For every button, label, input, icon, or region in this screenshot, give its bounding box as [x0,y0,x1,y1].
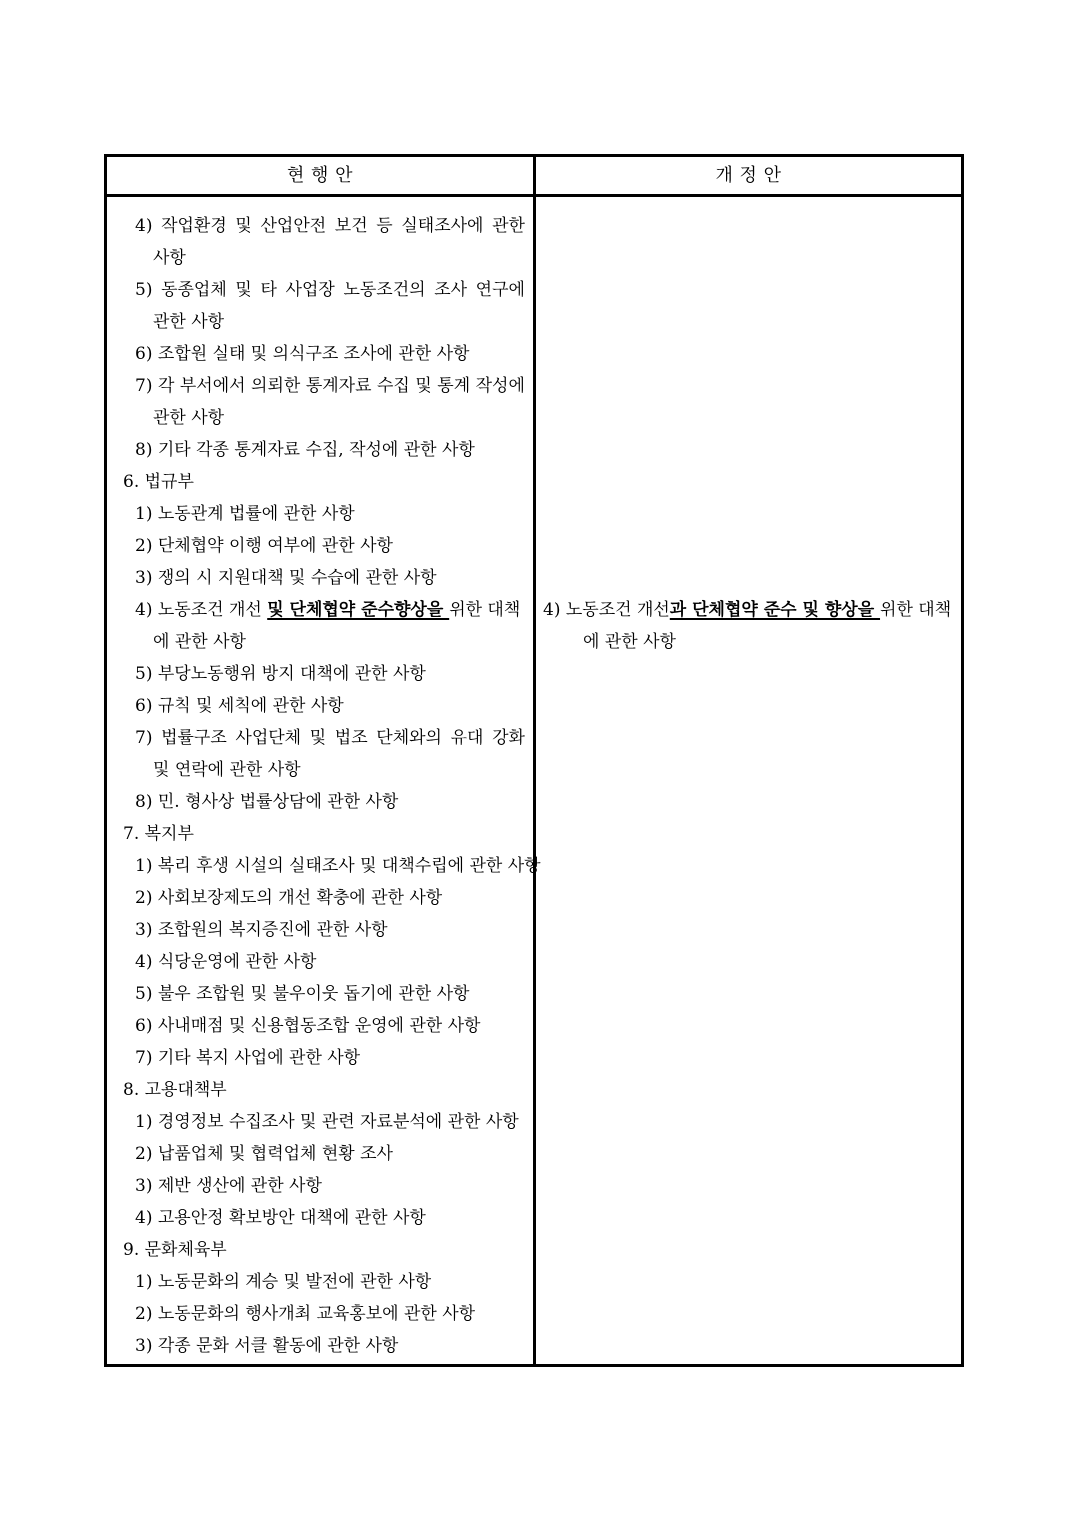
column-divider [533,157,536,1364]
word: 수집 [377,376,410,396]
word: 및 [415,376,432,396]
word: 법률구조 [161,728,227,748]
table-line [123,370,525,402]
line-segment: 위한 대책 [449,600,521,620]
word: 조사 [434,280,468,300]
word: 보건 [334,216,368,236]
table-line [123,594,525,626]
table-line: 5) 부당노동행위 방지 대책에 관한 사항 [135,664,426,684]
word: 4) [135,216,153,236]
table-line [123,274,525,306]
word: 및 [309,728,327,748]
word: 노동조건의 [343,280,426,300]
table-line: 관한 사항 [153,312,225,332]
word: 법조 [334,728,368,748]
table-line: 8) 기타 각종 통계자료 수집, 작성에 관한 사항 [135,440,475,460]
table-line: 1) 경영정보 수집조사 및 관련 자료분석에 관한 사항 [135,1112,519,1132]
table-line: 4) 고용안정 확보방안 대책에 관한 사항 [135,1208,426,1228]
line-segment: 4) 노동조건 개선 [543,600,670,620]
word: 강화 [492,728,525,748]
word: 사업장 [285,280,335,300]
table-line: 사항 [153,248,186,268]
word: 사업단체 [235,728,302,748]
table-line [123,210,525,242]
table-line: 2) 단체협약 이행 여부에 관한 사항 [135,536,393,556]
word: 각 [157,376,175,396]
current-column [123,210,541,1362]
table-line: 2) 노동문화의 행사개최 교육홍보에 관한 사항 [135,1304,476,1324]
table-line: 1) 노동문화의 계승 및 발전에 관한 사항 [135,1272,432,1292]
word: 실태조사에 [401,216,484,236]
amendment-table [104,154,964,1367]
line-segment: 4) 노동조건 개선 [135,600,268,620]
table-line: 3) 각종 문화 서클 활동에 관한 사항 [135,1336,399,1356]
table-line: 3) 제반 생산에 관한 사항 [135,1176,322,1196]
table-line: 관한 사항 [153,408,225,428]
table-line: 에 관한 사항 [153,632,246,652]
table-line: 1) 복리 후생 시설의 실태조사 및 대책수립에 관한 사항 [135,856,541,876]
table-line: 9. 문화체육부 [123,1240,227,1260]
word: 의뢰한 [251,376,301,396]
word: 등 [376,216,393,236]
table-line: 7. 복지부 [123,824,194,844]
table-line: 1) 노동관계 법률에 관한 사항 [135,504,355,524]
word: 단체와의 [376,728,442,748]
word: 작업환경 [161,216,227,236]
table-line: 및 연락에 관한 사항 [153,760,301,780]
table-line: 6) 조합원 실태 및 의식구조 조사에 관한 사항 [135,344,470,364]
table-line: 6) 규칙 및 세칙에 관한 사항 [135,696,344,716]
table-line: 6. 법규부 [123,472,194,492]
word: 통계자료 [305,376,372,396]
word: 타 [260,280,277,300]
table-line: 6) 사내매점 및 신용협동조합 운영에 관한 사항 [135,1016,481,1036]
table-line: 2) 납품업체 및 협력업체 현황 조사 [135,1144,393,1164]
table-line: 3) 조합원의 복지증진에 관한 사항 [135,920,388,940]
word: 5) [135,280,153,300]
table-line: 3) 쟁의 시 지원대책 및 수습에 관한 사항 [135,568,437,588]
underlined-amendment: 과 단체협약 준수 및 향상을 [669,600,881,620]
table-line: 8. 고용대책부 [123,1080,227,1100]
underlined-amendment: 및 단체협약 준수향상을 [267,600,450,620]
word: 7) [135,728,153,748]
table-line: 5) 불우 조합원 및 불우이웃 돕기에 관한 사항 [135,984,470,1004]
word: 연구에 [475,280,525,300]
word: 및 [235,216,252,236]
word: 작성에 [475,376,525,396]
table-line: 4) 식당운영에 관한 사항 [135,952,317,972]
header-revised: 개 정 안 [715,165,782,186]
table-line: 에 관한 사항 [583,632,676,652]
header-current: 현 행 안 [286,165,354,186]
table-line: 2) 사회보장제도의 개선 확충에 관한 사항 [135,888,443,908]
table-line [543,594,955,626]
revised-column [543,594,955,658]
table-line: 8) 민. 형사상 법률상담에 관한 사항 [135,792,399,812]
word: 관한 [492,216,525,236]
word: 부서에서 [179,376,246,396]
word: 통계 [437,376,471,396]
word: 동종업체 [161,280,227,300]
word: 7) [135,376,153,396]
word: 및 [235,280,252,300]
word: 유대 [450,728,484,748]
line-segment: 위한 대책 [880,600,952,620]
table-line: 7) 기타 복지 사업에 관한 사항 [135,1048,361,1068]
table-line [123,722,525,754]
word: 산업안전 [260,216,327,236]
